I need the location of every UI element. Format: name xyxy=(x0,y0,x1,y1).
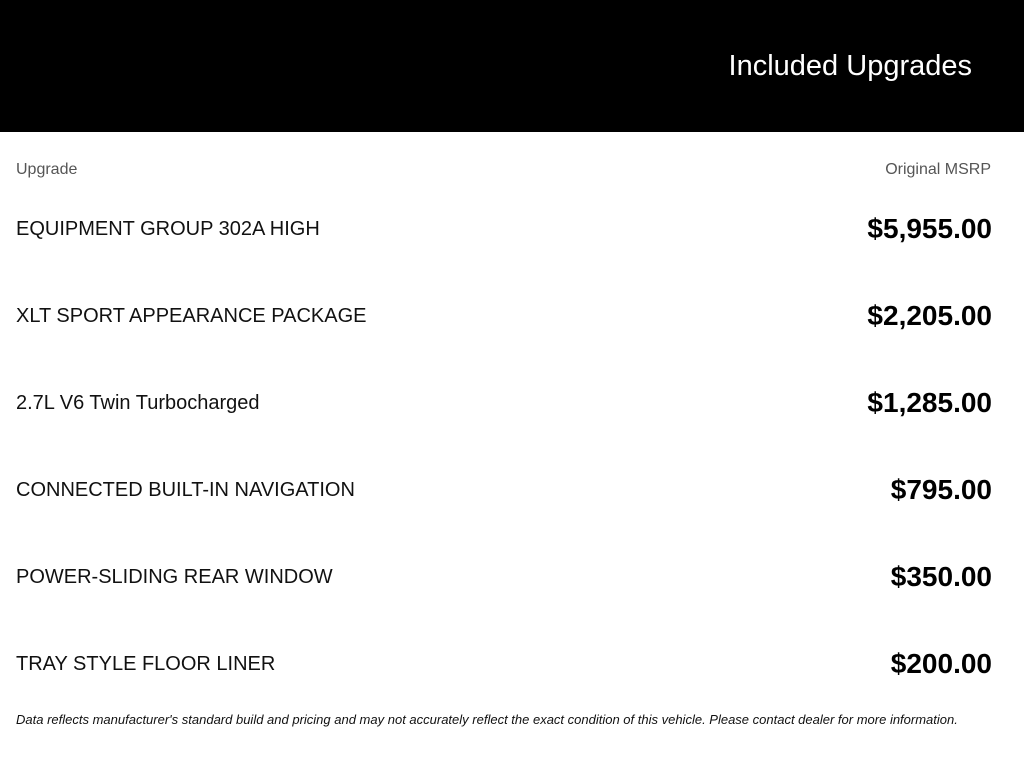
upgrade-row xyxy=(0,358,1024,445)
disclaimer-text: Data reflects manufacturer's standard build and pricing and may not accurately reflect the exact condition of this vehicle. Please contact dealer for more information. xyxy=(16,712,958,727)
upgrade-name: XLT SPORT APPEARANCE PACKAGE xyxy=(16,305,367,327)
upgrade-name: 2.7L V6 Twin Turbocharged xyxy=(16,392,260,414)
upgrade-name: EQUIPMENT GROUP 302A HIGH xyxy=(16,218,320,240)
upgrade-price: $2,205.00 xyxy=(867,300,992,331)
upgrade-row xyxy=(0,532,1024,619)
upgrade-price: $350.00 xyxy=(890,561,992,592)
upgrade-price: $795.00 xyxy=(890,474,992,505)
upgrade-price: $5,955.00 xyxy=(867,213,992,244)
header-banner xyxy=(0,0,1024,132)
upgrade-row xyxy=(0,271,1024,358)
upgrade-name: TRAY STYLE FLOOR LINER xyxy=(16,653,276,675)
upgrade-price: $200.00 xyxy=(890,648,992,679)
page-title: Included Upgrades xyxy=(728,50,972,82)
msrp-column-header: Original MSRP xyxy=(885,161,991,178)
upgrade-name: CONNECTED BUILT-IN NAVIGATION xyxy=(16,479,355,501)
upgrade-row xyxy=(0,445,1024,532)
upgrade-price: $1,285.00 xyxy=(867,387,992,418)
upgrade-column-header: Upgrade xyxy=(16,161,78,178)
upgrade-name: POWER-SLIDING REAR WINDOW xyxy=(16,566,333,588)
upgrades-list xyxy=(0,184,1024,706)
upgrade-row xyxy=(0,184,1024,271)
upgrade-row xyxy=(0,619,1024,706)
